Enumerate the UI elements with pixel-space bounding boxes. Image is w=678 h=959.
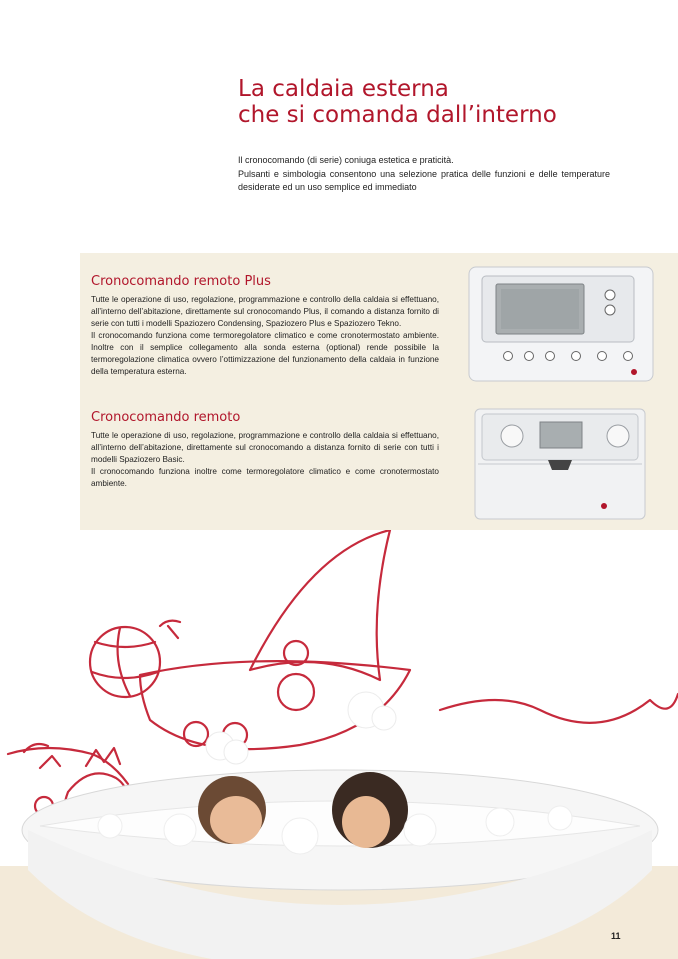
section-basic-paragraph-2: Il cronocomando funziona inoltre come termoregolatore climatico e come cronotermostato ambiente. bbox=[91, 467, 439, 488]
section-plus-heading: Cronocomando remoto Plus bbox=[91, 274, 271, 289]
bathtub-illustration bbox=[0, 530, 678, 959]
section-basic-paragraph-1: Tutte le operazione di uso, regolazione, programmazione e controllo della caldaia si effettuano, all’interno dell’abitazione, direttamente sul cronocomando a distanza fornito di serie con tutti i modelli Spaziozero Basic. bbox=[91, 431, 439, 464]
cronocomando-plus-image bbox=[468, 266, 654, 382]
intro-text bbox=[238, 154, 610, 195]
title-line-1: La caldaia esterna bbox=[238, 76, 449, 102]
page-title bbox=[238, 76, 557, 128]
section-cronocomando-plus bbox=[91, 274, 439, 378]
intro-paragraph-1: Il cronocomando (di serie) coniuga estetica e praticità. bbox=[238, 155, 454, 165]
page-number: 11 bbox=[611, 931, 621, 941]
title-line-2: che si comanda dall’interno bbox=[238, 102, 557, 128]
section-cronocomando-basic bbox=[91, 410, 439, 490]
cronocomando-image bbox=[474, 408, 646, 520]
section-plus-paragraph-2: Il cronocomando funziona come termoregolatore climatico e come cronotermostato ambiente. Inoltre con il semplice collegamento alla sonda esterna (optional) rende possibile la termoregolazione climatica ovvero l’ottimizzazione del funzionamento della caldaia in funzione della temperatura esterna. bbox=[91, 331, 439, 376]
intro-paragraph-2: Pulsanti e simbologia consentono una selezione pratica delle funzioni e delle temperature desiderate ed un uso semplice ed immediato bbox=[238, 168, 610, 192]
section-plus-paragraph-1: Tutte le operazione di uso, regolazione, programmazione e controllo della caldaia si effettuano, all’interno dell’abitazione, direttamente sul cronocomando Plus, il comando a distanza fornito di serie con tutti i modelli Spaziozero Condensing, Spaziozero Plus e Spaziozero Tekno. bbox=[91, 295, 439, 328]
section-basic-heading: Cronocomando remoto bbox=[91, 410, 241, 425]
